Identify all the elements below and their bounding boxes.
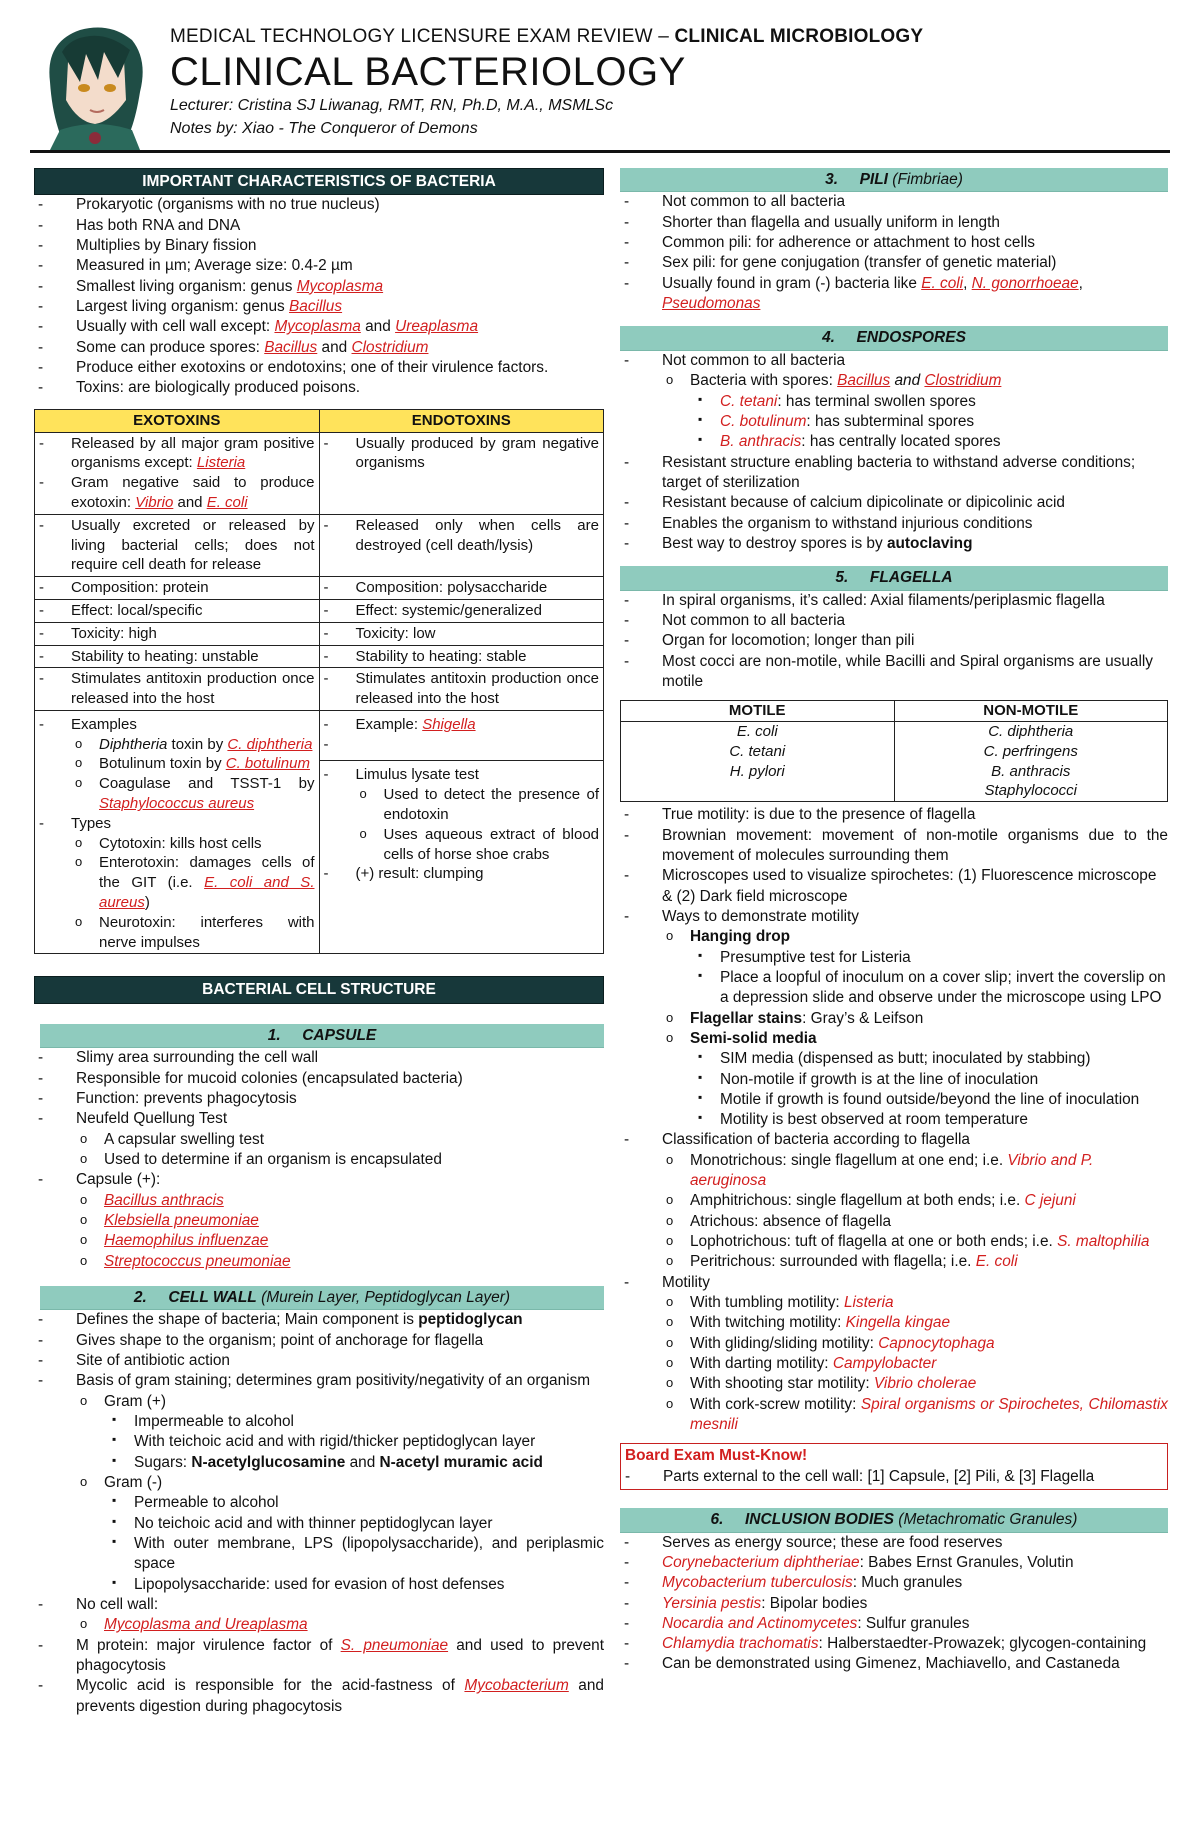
list-item: - Stability to heating: stable: [320, 647, 600, 667]
list-item: o Uses aqueous extract of blood cells of horse shoe crabs: [356, 825, 600, 865]
list-item: - Not common to all bacteria o Bacteria with spores: Bacillus and Clostridium ▪ C. tetani: has terminal swollen spores ▪ C. botulinum: has subterminal spores ▪ B. anthracis: has centrally located spores: [620, 351, 1168, 453]
list-item: - Function: prevents phagocytosis: [34, 1089, 604, 1109]
list-item: - Basis of gram staining; determines gram positivity/negativity of an organism o Gram (+) ▪ Impermeable to alcohol ▪ With teichoic acid and with rigid/thicker peptidoglycan layer ▪ Sugars: N-acetylglucosamine and N-acetyl muramic acid o Gram (-) ▪ Permeable to alcohol ▪ No teichoic acid and with thinner peptidoglycan layer ▪ With outer membrane, LPS (lipopolysaccharide), and periplasmic space ▪ Lipopolysaccharide: used for evasion of host defenses: [34, 1371, 604, 1595]
list-item: - Composition: polysaccharide: [320, 578, 600, 598]
list-item: o Bacillus anthracis: [76, 1191, 604, 1211]
list-item: - Chlamydia trachomatis: Halberstaedter-Prowazek; glycogen-containing: [620, 1634, 1168, 1654]
table-row: [621, 722, 1168, 802]
endotoxins-header: ENDOTOXINS: [319, 409, 604, 432]
list-item: - Multiplies by Binary fission: [34, 236, 604, 256]
list-item: - Neufeld Quellung Test o A capsular swelling test o Used to determine if an organism is encapsulated: [34, 1109, 604, 1170]
list-item: o Enterotoxin: damages cells of the GIT (i.e. E. coli and S. aureus): [71, 853, 315, 912]
list-item: - Stimulates antitoxin production once released into the host: [320, 669, 600, 709]
list-item: - Released only when cells are destroyed (cell death/lysis): [320, 516, 600, 556]
list-item: o With shooting star motility: Vibrio cholerae: [662, 1374, 1168, 1394]
non-motile-header: NON-MOTILE: [894, 701, 1168, 722]
notes-author-line: Notes by: Xiao - The Conqueror of Demons: [170, 120, 478, 138]
list-item: - Sex pili: for gene conjugation (transfer of genetic material): [620, 253, 1168, 273]
list-item: ▪ Motility is best observed at room temperature: [690, 1110, 1168, 1130]
list-item: - No cell wall: o Mycoplasma and Ureaplasma: [34, 1595, 604, 1636]
exotoxins-header: EXOTOXINS: [35, 409, 320, 432]
list-item: - Prokaryotic (organisms with no true nucleus): [34, 195, 604, 215]
list-item: - Toxins: are biologically produced poisons.: [34, 378, 604, 398]
list-item: o Hanging drop ▪ Presumptive test for Listeria ▪ Place a loopful of inoculum on a cover slip; invert the coverslip on a depression slide and observe under the microscope using LPO: [662, 927, 1168, 1008]
list-item: o Amphitrichous: single flagellum at both ends; i.e. C jejuni: [662, 1191, 1168, 1211]
table-row: [35, 432, 604, 514]
toxins-table: [34, 409, 604, 955]
list-item: - Types o Cytotoxin: kills host cells o Enterotoxin: damages cells of the GIT (i.e. E. coli and S. aureus) o Neurotoxin: interferes with nerve impulses: [35, 814, 315, 953]
motile-organism: H. pylori: [729, 762, 785, 780]
list-item: - Toxicity: high: [35, 624, 315, 644]
list-item: o With cork-screw motility: Spiral organisms or Spirochetes, Chilomastix mesnili: [662, 1395, 1168, 1436]
list-item: o With gliding/sliding motility: Capnocytophaga: [662, 1334, 1168, 1354]
header-divider: [30, 150, 1170, 153]
motile-organism: C. tetani: [729, 742, 786, 760]
list-item: - Composition: protein: [35, 578, 315, 598]
table-row: [35, 514, 604, 576]
list-item: o Diphtheria toxin by C. diphtheria: [71, 735, 315, 755]
list-item: - Effect: local/specific: [35, 601, 315, 621]
list-item: - Motility o With tumbling motility: Listeria o With twitching motility: Kingella kingae o With gliding/sliding motility: Capnocytophaga o With darting motility: Campylobacter o With shooting star motility: Vibrio cholerae o With cork-screw motility: Spiral organisms or Spirochetes, Chilomastix mesnili: [620, 1273, 1168, 1436]
list-item: - Shorter than flagella and usually uniform in length: [620, 213, 1168, 233]
table-row: [35, 622, 604, 645]
list-item: - Toxicity: low: [320, 624, 600, 644]
list-item: [320, 735, 600, 755]
pili-heading: 3. PILI (Fimbriae): [620, 168, 1168, 192]
list-item: - Stimulates antitoxin production once released into the host: [35, 669, 315, 709]
cell-wall-heading: 2. CELL WALL (Murein Layer, Peptidoglycan Layer): [40, 1286, 604, 1310]
list-item: - Limulus lysate test o Used to detect the presence of endotoxin o Uses aqueous extract of blood cells of horse shoe crabs: [320, 765, 600, 864]
endospores-heading: 4. ENDOSPORES: [620, 326, 1168, 350]
non-motile-organism: B. anthracis: [991, 762, 1071, 780]
list-item: - Classification of bacteria according to flagella o Monotrichous: single flagellum at one end; i.e. Vibrio and P. aeruginosa o Amphitrichous: single flagellum at both ends; i.e. C jejuni o Atrichous: absence of flagella o Lophotrichous: tuft of flagella at one or both ends; i.e. S. maltophilia o Peritrichous: surrounded with flagella; i.e. E. coli: [620, 1130, 1168, 1272]
list-item: o Semi-solid media ▪ SIM media (dispensed as butt; inoculated by stabbing) ▪ Non-motile if growth is at the line of inoculation ▪ Motile if growth is found outside/beyond the line of inoculation ▪ Motility is best observed at room temperature: [662, 1029, 1168, 1131]
list-item: - Capsule (+): o Bacillus anthracis o Klebsiella pneumoniae o Haemophilus influenzae o Streptococcus pneumoniae: [34, 1170, 604, 1272]
lecturer-line: Lecturer: Cristina SJ Liwanag, RMT, RN, Ph.D, M.A., MSMLSc: [170, 97, 614, 115]
list-item: - Can be demonstrated using Gimenez, Machiavello, and Castaneda: [620, 1654, 1168, 1674]
list-item: - Nocardia and Actinomycetes: Sulfur granules: [620, 1614, 1168, 1634]
list-item: ▪ Motile if growth is found outside/beyond the line of inoculation: [690, 1090, 1168, 1110]
pili-list: [620, 192, 1168, 314]
list-item: - Mycobacterium tuberculosis: Much granules: [620, 1573, 1168, 1593]
list-item: - Effect: systemic/generalized: [320, 601, 600, 621]
motile-header: MOTILE: [621, 701, 895, 722]
characteristics-heading: IMPORTANT CHARACTERISTICS OF BACTERIA: [34, 168, 604, 195]
list-item: - Released by all major gram positive organisms except: Listeria: [35, 434, 315, 474]
list-item: - Not common to all bacteria: [620, 611, 1168, 631]
list-item: - Responsible for mucoid colonies (encapsulated bacteria): [34, 1069, 604, 1089]
list-item: - Resistant structure enabling bacteria to withstand adverse conditions; target of sterilization: [620, 453, 1168, 494]
list-item: ▪ Impermeable to alcohol: [104, 1412, 604, 1432]
list-item: o Botulinum toxin by C. botulinum: [71, 754, 315, 774]
list-item: - Usually found in gram (-) bacteria like E. coli, N. gonorrhoeae, Pseudomonas: [620, 274, 1168, 315]
list-item: - Parts external to the cell wall: [1] Capsule, [2] Pili, & [3] Flagella: [621, 1467, 1163, 1487]
list-item: o Flagellar stains: Gray’s & Leifson: [662, 1009, 1168, 1029]
list-item: - Common pili: for adherence or attachment to host cells: [620, 233, 1168, 253]
list-item: ▪ SIM media (dispensed as butt; inoculated by stabbing): [690, 1049, 1168, 1069]
list-item: o Haemophilus influenzae: [76, 1231, 604, 1251]
list-item: ▪ With teichoic acid and with rigid/thicker peptidoglycan layer: [104, 1432, 604, 1452]
list-item: - Usually excreted or released by living bacterial cells; does not require cell death for release: [35, 516, 315, 575]
list-item: o Lophotrichous: tuft of flagella at one or both ends; i.e. S. maltophilia: [662, 1232, 1168, 1252]
cell-wall-list: [34, 1310, 604, 1717]
list-item: - Usually with cell wall except: Mycoplasma and Ureaplasma: [34, 317, 604, 337]
endospores-list: [620, 351, 1168, 554]
table-row: [35, 599, 604, 622]
list-item: ▪ Lipopolysaccharide: used for evasion of host defenses: [104, 1575, 604, 1595]
list-item: o Peritrichous: surrounded with flagella; i.e. E. coli: [662, 1252, 1168, 1272]
list-item: ▪ B. anthracis: has centrally located spores: [690, 432, 1168, 452]
list-item: o Gram (-) ▪ Permeable to alcohol ▪ No teichoic acid and with thinner peptidoglycan layer ▪ With outer membrane, LPS (lipopolysaccharide), and periplasmic space ▪ Lipopolysaccharide: used for evasion of host defenses: [76, 1473, 604, 1595]
list-item: - Stability to heating: unstable: [35, 647, 315, 667]
list-item: o Mycoplasma and Ureaplasma: [76, 1615, 604, 1635]
list-item: o Streptococcus pneumoniae: [76, 1252, 604, 1272]
cell-structure-heading: BACTERIAL CELL STRUCTURE: [34, 976, 604, 1003]
list-item: ▪ Sugars: N-acetylglucosamine and N-acetyl muramic acid: [104, 1453, 604, 1473]
page-title: CLINICAL BACTERIOLOGY: [170, 50, 686, 95]
list-item: ▪ Presumptive test for Listeria: [690, 948, 1168, 968]
motility-table: [620, 700, 1168, 802]
list-item: ▪ Permeable to alcohol: [104, 1493, 604, 1513]
table-row: [35, 668, 604, 711]
list-item: - Measured in µm; Average size: 0.4-2 µm: [34, 256, 604, 276]
list-item: - Yersinia pestis: Bipolar bodies: [620, 1594, 1168, 1614]
list-item: - Not common to all bacteria: [620, 192, 1168, 212]
capsule-list: [34, 1048, 604, 1272]
list-item: - Organ for locomotion; longer than pili: [620, 631, 1168, 651]
list-item: o Atrichous: absence of flagella: [662, 1212, 1168, 1232]
capsule-heading: 1. CAPSULE: [40, 1024, 604, 1048]
table-row: [35, 645, 604, 668]
flagella-heading: 5. FLAGELLA: [620, 566, 1168, 590]
list-item: o Neurotoxin: interferes with nerve impulses: [71, 913, 315, 953]
header-text: [170, 24, 923, 139]
list-item: - Some can produce spores: Bacillus and Clostridium: [34, 338, 604, 358]
list-item: ▪ No teichoic acid and with thinner peptidoglycan layer: [104, 1514, 604, 1534]
list-item: - Site of antibiotic action: [34, 1351, 604, 1371]
list-item: - Largest living organism: genus Bacillus: [34, 297, 604, 317]
list-item: ▪ C. botulinum: has subterminal spores: [690, 412, 1168, 432]
list-item: ▪ Place a loopful of inoculum on a cover slip; invert the coverslip on a depression slide and observe under the microscope using LPO: [690, 968, 1168, 1009]
header-subtitle: MEDICAL TECHNOLOGY LICENSURE EXAM REVIEW – CLINICAL MICROBIOLOGY: [170, 26, 924, 47]
list-item: - Most cocci are non-motile, while Bacilli and Spiral organisms are usually motile: [620, 652, 1168, 693]
list-item: - True motility: is due to the presence of flagella: [620, 805, 1168, 825]
list-item: - Produce either exotoxins or endotoxins; one of their virulence factors.: [34, 358, 604, 378]
list-item: o A capsular swelling test: [76, 1130, 604, 1150]
list-item: o With twitching motility: Kingella kingae: [662, 1313, 1168, 1333]
list-item: - Has both RNA and DNA: [34, 216, 604, 236]
table-row: [35, 577, 604, 600]
list-item: o Monotrichous: single flagellum at one end; i.e. Vibrio and P. aeruginosa: [662, 1151, 1168, 1192]
list-item: - Corynebacterium diphtheriae: Babes Ernst Granules, Volutin: [620, 1553, 1168, 1573]
list-item: - Usually produced by gram negative organisms: [320, 434, 600, 474]
table-row: [35, 710, 604, 954]
board-exam-title: Board Exam Must-Know!: [625, 1447, 808, 1465]
list-item: o Used to determine if an organism is encapsulated: [76, 1150, 604, 1170]
list-item: - Microscopes used to visualize spirochetes: (1) Fluorescence microscope & (2) Dark field microscope: [620, 866, 1168, 907]
list-item: - In spiral organisms, it’s called: Axial filaments/periplasmic flagella: [620, 591, 1168, 611]
list-item: - Brownian movement: movement of non-motile organisms due to the movement of molecules surrounding them: [620, 826, 1168, 867]
right-column: [620, 168, 1168, 1675]
list-item: - Gives shape to the organism; point of anchorage for flagella: [34, 1331, 604, 1351]
list-item: - Ways to demonstrate motility o Hanging drop ▪ Presumptive test for Listeria ▪ Place a loopful of inoculum on a cover slip; invert the coverslip on a depression slide and observe under the microscope using LPO o Flagellar stains: Gray’s & Leifson o Semi-solid media ▪ SIM media (dispensed as butt; inoculated by stabbing) ▪ Non-motile if growth is at the line of inoculation ▪ Motile if growth is found outside/beyond the line of inoculation ▪ Motility is best observed at room temperature: [620, 907, 1168, 1131]
list-item: - Serves as energy source; these are food reserves: [620, 1533, 1168, 1553]
motile-organism: E. coli: [736, 723, 778, 741]
page-header: [0, 0, 1200, 158]
left-column: [34, 168, 604, 1717]
list-item: - M protein: major virulence factor of S. pneumoniae and used to prevent phagocytosis: [34, 1636, 604, 1677]
list-item: ▪ Non-motile if growth is at the line of inoculation: [690, 1070, 1168, 1090]
list-item: - Slimy area surrounding the cell wall: [34, 1048, 604, 1068]
list-item: - Examples o Diphtheria toxin by C. diphtheria o Botulinum toxin by C. botulinum o Coagulase and TSST-1 by Staphylococcus aureus: [35, 715, 315, 814]
non-motile-organism: Staphylococci: [984, 782, 1078, 800]
list-item: - Mycolic acid is responsible for the acid-fastness of Mycobacterium and prevents digestion during phagocytosis: [34, 1676, 604, 1717]
list-item: o Gram (+) ▪ Impermeable to alcohol ▪ With teichoic acid and with rigid/thicker peptidoglycan layer ▪ Sugars: N-acetylglucosamine and N-acetyl muramic acid: [76, 1392, 604, 1473]
list-item: - Gram negative said to produce exotoxin: Vibrio and E. coli: [35, 473, 315, 513]
inclusion-bodies-heading: 6. INCLUSION BODIES (Metachromatic Granules): [620, 1508, 1168, 1532]
non-motile-organism: C. perfringens: [983, 742, 1078, 760]
list-item: - Best way to destroy spores is by autoclaving: [620, 534, 1168, 554]
board-exam-box: [620, 1443, 1168, 1490]
list-item: o Cytotoxin: kills host cells: [71, 834, 315, 854]
list-item: o Bacteria with spores: Bacillus and Clostridium ▪ C. tetani: has terminal swollen spores ▪ C. botulinum: has subterminal spores ▪ B. anthracis: has centrally located spores: [662, 371, 1168, 452]
list-item: - (+) result: clumping: [320, 864, 600, 884]
list-item: ▪ With outer membrane, LPS (lipopolysaccharide), and periplasmic space: [104, 1534, 604, 1575]
non-motile-organism: C. diphtheria: [988, 723, 1074, 741]
inclusion-bodies-list: [620, 1533, 1168, 1675]
list-item: o Klebsiella pneumoniae: [76, 1211, 604, 1231]
list-item: o Used to detect the presence of endotoxin: [356, 785, 600, 825]
flagella-list: [620, 591, 1168, 693]
list-item: ▪ C. tetani: has terminal swollen spores: [690, 392, 1168, 412]
flagella-list-2: [620, 805, 1168, 1435]
list-item: - Example: Shigella: [320, 715, 600, 735]
list-item: - Resistant because of calcium dipicolinate or dipicolinic acid: [620, 493, 1168, 513]
list-item: o Coagulase and TSST-1 by Staphylococcus aureus: [71, 774, 315, 814]
list-item: o With tumbling motility: Listeria: [662, 1293, 1168, 1313]
list-item: - Enables the organism to withstand injurious conditions: [620, 514, 1168, 534]
characteristics-list: [34, 195, 604, 398]
list-item: - Defines the shape of bacteria; Main component is peptidoglycan: [34, 1310, 604, 1330]
list-item: o With darting motility: Campylobacter: [662, 1354, 1168, 1374]
anime-character-avatar-icon: [40, 22, 150, 150]
list-item: - Smallest living organism: genus Mycoplasma: [34, 277, 604, 297]
